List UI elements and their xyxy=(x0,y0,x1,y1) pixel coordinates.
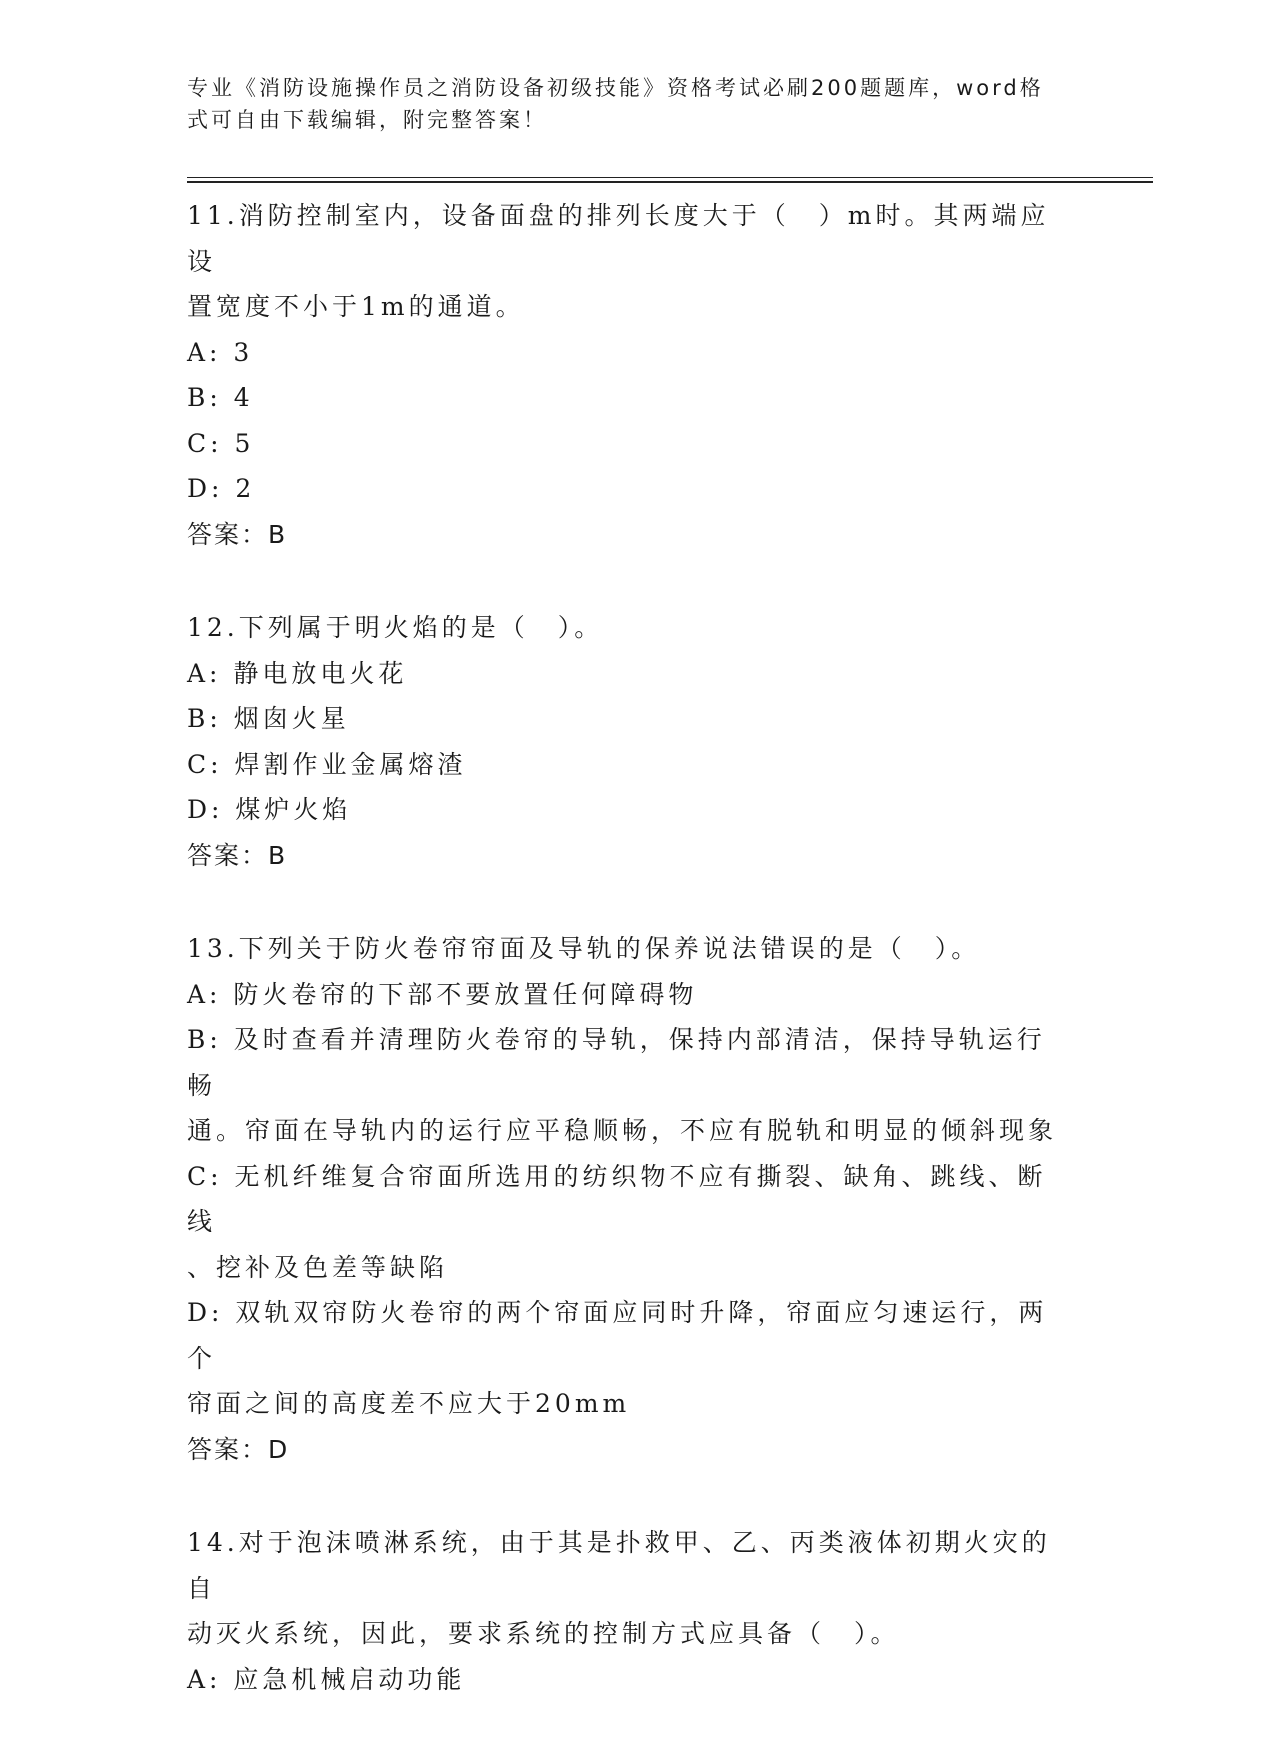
option-c: C: 无机纤维复合帘面所选用的纺织物不应有撕裂、缺角、跳线、断线 、挖补及色差等缺陷 xyxy=(187,1161,1047,1282)
option-b: B: 4 xyxy=(187,383,254,412)
answer-line: 答案：B xyxy=(187,840,288,870)
question-stem: 12.下列属于明火焰的是（ ）。 xyxy=(187,613,604,642)
header-line-2: 式可自由下载编辑，附完整答案！ xyxy=(187,108,547,132)
question-12 xyxy=(187,605,1087,878)
question-13 xyxy=(187,926,1087,1472)
header-line-1: 专业《消防设施操作员之消防设备初级技能》资格考试必刷200题题库，word格 xyxy=(187,76,1044,100)
option-b: B: 烟囱火星 xyxy=(187,704,350,733)
option-a: A: 防火卷帘的下部不要放置任何障碍物 xyxy=(187,979,698,1009)
answer-line: 答案：D xyxy=(187,1434,290,1464)
question-stem: 11.消防控制室内，设备面盘的排列长度大于（ ）m时。其两端应设 xyxy=(187,201,1050,276)
question-stem: 13.下列关于防火卷帘帘面及导轨的保养说法错误的是（ ）。 xyxy=(187,934,981,963)
document-page xyxy=(187,72,1087,1750)
option-d: D: 2 xyxy=(187,474,256,503)
option-a: A: 应急机械启动功能 xyxy=(187,1664,466,1694)
question-11 xyxy=(187,193,1087,557)
document-header xyxy=(187,72,1067,136)
option-a: A: 3 xyxy=(187,337,254,367)
answer-line: 答案：B xyxy=(187,519,288,549)
question-stem: 14.对于泡沫喷淋系统，由于其是扑救甲、乙、丙类液体初期火灾的自 xyxy=(187,1528,1051,1603)
question-14 xyxy=(187,1520,1087,1702)
question-stem: 置宽度不小于1m的通道。 xyxy=(187,292,525,321)
question-stem: 动灭火系统，因此，要求系统的控制方式应具备（ ）。 xyxy=(187,1619,900,1648)
option-c: C: 5 xyxy=(187,428,255,458)
question-list xyxy=(187,193,1087,1702)
option-b: B: 及时查看并清理防火卷帘的导轨，保持内部清洁，保持导轨运行畅 通。帘面在导轨内的运行应平稳顺畅，不应有脱轨和明显的倾斜现象 xyxy=(187,1025,1058,1145)
option-d: D: 双轨双帘防火卷帘的两个帘面应同时升降，帘面应匀速运行，两个 帘面之间的高度差不应大于20mm xyxy=(187,1298,1048,1418)
option-a: A: 静电放电火花 xyxy=(187,658,408,688)
option-d: D: 煤炉火焰 xyxy=(187,795,352,824)
header-divider xyxy=(187,177,1153,183)
option-c: C: 焊割作业金属熔渣 xyxy=(187,749,467,779)
